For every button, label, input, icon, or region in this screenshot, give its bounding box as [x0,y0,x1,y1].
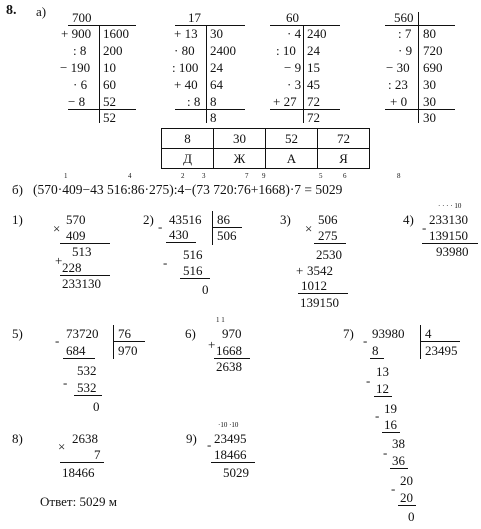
quotient: 23495 [425,343,458,358]
subtrahend: 532 [77,380,97,395]
order-mark: 1 [64,172,68,180]
divisor: 4 [425,326,432,341]
chain-start: 17 [188,10,201,25]
subtrahend: 430 [169,227,189,242]
minus-sign: - [422,220,427,235]
order-mark: 8 [397,172,401,180]
chain-final: 30 [423,110,436,125]
chain-result: 690 [423,60,443,75]
code-number: 72 [318,129,370,149]
chain-start: 700 [72,10,92,25]
partial: 513 [72,244,92,259]
order-mark: 2 [181,172,185,180]
quotient: 506 [217,228,237,243]
chain-result: 72 [307,94,320,109]
chain-result: 240 [307,26,327,41]
chain-op: · 9 [398,43,413,58]
division-step: 19 [384,401,397,416]
code-letter: Ж [214,149,266,169]
calc-number: 6) [185,326,196,341]
subtrahend: 139150 [429,228,468,243]
chain-result: 64 [210,77,223,92]
divisor: 76 [118,326,131,341]
addend: 970 [222,326,242,341]
task-number: 8. [6,3,17,18]
addend: 1668 [216,343,242,358]
calc-number: 8) [12,431,23,446]
calc-number: 5) [12,326,23,341]
order-mark: 5 [319,172,323,180]
chain-final: 72 [307,110,320,125]
part-b-label: б) [12,182,23,197]
chain-op: · 4 [287,26,302,41]
result: 233130 [62,276,101,291]
chain-op: · 80 [174,43,195,58]
subtrahend: 684 [66,343,86,358]
answer: Ответ: 5029 м [40,494,117,509]
subtrahend: 516 [183,263,203,278]
expression: (570·409−43 516:86·275):4−(73 720:76+1668)·7 = 5029 [33,182,343,197]
factor: 2638 [72,431,98,446]
chain-op: : 8 [187,94,201,109]
plus-sign: + [208,337,216,352]
chain-result: 24 [210,60,223,75]
remainder: 516 [183,247,203,262]
chain-op: + 900 [61,26,92,41]
chain-start: 560 [394,10,414,25]
chain-result: 24 [307,43,320,58]
minuend: 23495 [214,431,247,446]
chain-result: 1600 [103,26,129,41]
minus-sign: - [55,333,60,348]
division-step: 36 [392,453,405,468]
dividend: 73720 [66,326,99,341]
order-mark: 3 [202,172,206,180]
factor: 7 [94,447,101,462]
chain-op: : 7 [398,26,412,41]
chain-op: · 6 [73,77,88,92]
chain-final: 8 [210,110,217,125]
result: 18466 [62,465,95,480]
minus-sign: - [207,437,212,452]
chain-result: 2400 [210,43,236,58]
chain-result: 30 [210,26,223,41]
division-step: 20 [400,473,413,488]
partial: 2530 [316,247,342,262]
chain-result: 60 [103,77,116,92]
code-letter: Д [162,149,214,169]
remainder: 0 [93,399,100,414]
plus-sign: + [55,253,63,268]
times-sign: × [53,221,61,236]
quotient: 970 [118,343,138,358]
order-mark: 4 [128,172,132,180]
plus-sign: + [296,263,304,278]
code-number: 8 [162,129,214,149]
chain-op: − 8 [68,94,86,109]
partial: 3542 [307,263,333,278]
code-number: 30 [214,129,266,149]
times-sign: × [305,221,313,236]
minus-sign: - [366,373,371,388]
result: 2638 [216,359,242,374]
chain-result: 8 [210,94,217,109]
remainder: 0 [202,282,209,297]
subtrahend: 18466 [214,447,247,462]
order-mark: 6 [343,172,347,180]
minus-sign: - [383,445,388,460]
factor: 409 [66,228,86,243]
chain-op: : 23 [388,77,408,92]
chain-result: 45 [307,77,320,92]
calc-number: 2) [143,212,154,227]
chain-op: − 30 [386,60,410,75]
minus-sign: - [375,408,380,423]
calc-number: 1) [12,212,23,227]
chain-final: 52 [103,110,116,125]
division-step: 8 [372,343,379,358]
chain-op: + 0 [390,94,408,109]
dividend: 43516 [169,212,202,227]
factor: 570 [66,212,86,227]
result: 5029 [223,465,249,480]
chain-op: : 8 [73,43,87,58]
order-mark: 7 [245,172,249,180]
minus-sign: - [163,255,168,270]
code-table [161,128,370,169]
chain-result: 200 [103,43,123,58]
calc-number: 9) [186,431,197,446]
code-letter: А [266,149,318,169]
factor: 506 [318,212,338,227]
chain-op: − 9 [284,60,302,75]
dividend: 93980 [372,326,405,341]
minuend: 233130 [429,212,468,227]
division-step: 38 [392,436,405,451]
minus-sign: - [63,375,68,390]
chain-result: 720 [423,43,443,58]
chain-op: : 10 [276,43,296,58]
minus-sign: - [363,333,368,348]
chain-op: − 190 [60,60,91,75]
result: 93980 [436,244,469,259]
division-step: 16 [384,417,397,432]
borrow-marks: ·10 ·10 [218,421,239,429]
chain-op: + 40 [174,77,198,92]
order-mark: 9 [262,172,266,180]
calc-number: 3) [280,212,291,227]
chain-result: 30 [423,77,436,92]
calc-number: 4) [403,212,414,227]
result: 139150 [300,295,339,310]
chain-op: · 3 [287,77,302,92]
partial: 1012 [301,278,327,293]
chain-start: 60 [286,10,299,25]
chain-result: 80 [423,26,436,41]
chain-result: 30 [423,94,436,109]
carry-marks: 1 1 [216,316,225,324]
chain-op: + 13 [174,26,198,41]
chain-op: + 27 [273,94,297,109]
calc-number: 7) [343,326,354,341]
part-a-label: а) [36,4,47,19]
division-step: 20 [400,490,413,505]
division-step: 13 [376,364,389,379]
partial: 228 [62,260,82,275]
division-step: 12 [376,381,389,396]
chain-op: : 100 [172,60,199,75]
minus-sign: - [158,219,163,234]
chain-result: 15 [307,60,320,75]
remainder: 0 [408,509,415,524]
factor: 275 [318,228,338,243]
borrow-marks: · · · · 10 [438,202,462,210]
code-number: 52 [266,129,318,149]
divisor: 86 [217,212,230,227]
minus-sign: - [391,481,396,496]
remainder: 532 [77,363,97,378]
chain-result: 10 [103,60,116,75]
chain-result: 52 [103,94,116,109]
code-letter: Я [318,149,370,169]
times-sign: × [58,439,66,454]
